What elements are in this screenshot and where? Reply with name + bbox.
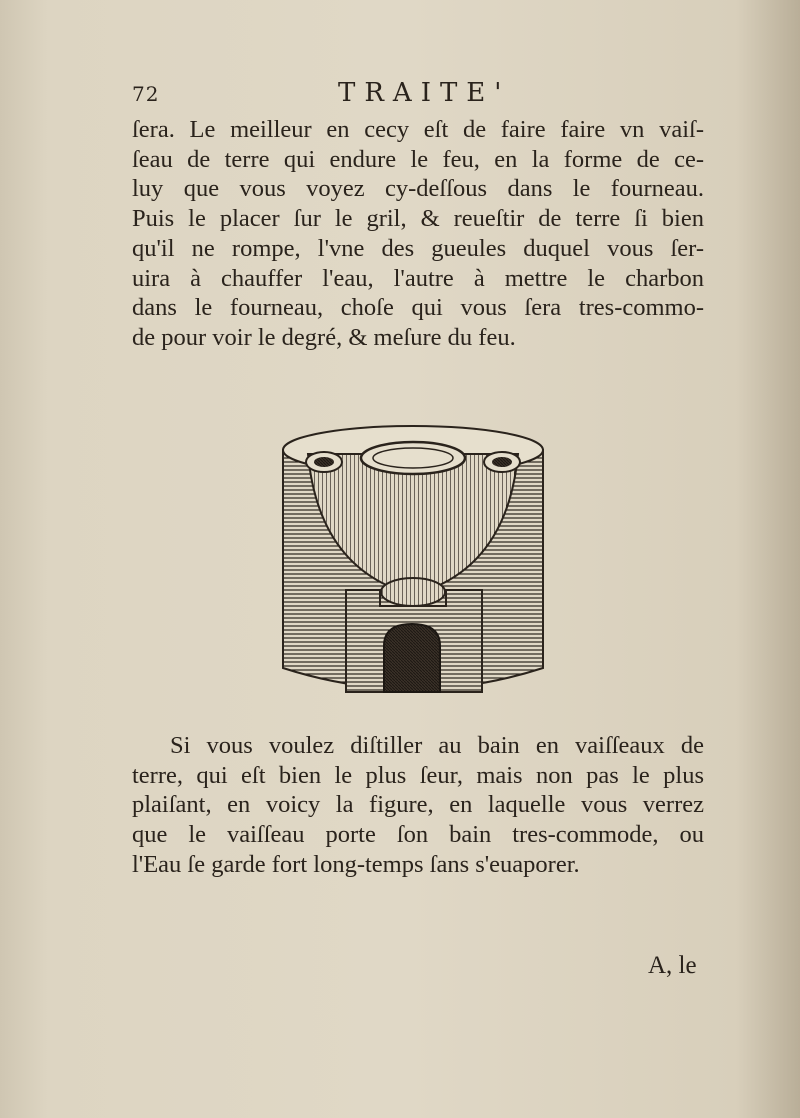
text-line: ſera. Le meilleur en cecy eſt de faire faire vn vaiſ- [132,116,704,143]
text-line: uira à chauffer l'eau, l'autre à mettre le charbon [132,264,704,292]
furnace-woodcut-icon [278,420,548,700]
text-line: de pour voir le degré, & meſure du feu. [132,323,516,351]
text-line: que le vaiſſeau porte ſon bain tres-commode, ou [132,821,704,849]
text-line: terre, qui eſt bien le plus ſeur, mais non pas le plus [132,761,704,789]
text-line: luy que vous voyez cy-deſſous dans le fourneau. [132,175,704,203]
text-line: qu'il ne rompe, l'vne des gueules duquel vous ſer- [132,234,704,262]
text-line: Si vous voulez diſtiller au bain en vaiſſeaux de [170,732,704,759]
page-number: 72 [132,82,160,106]
running-title: TRAITE' [338,78,511,108]
text-line: plaiſant, en voicy la figure, en laquelle vous verrez [132,791,704,819]
text-line: l'Eau ſe garde fort long-temps ſans s'euaporer. [132,850,580,878]
text-line: ſeau de terre qui endure le feu, en la forme de ce- [132,145,704,173]
paragraph-2 [132,731,704,880]
text-line: dans le fourneau, choſe qui vous ſera tres-commo- [132,294,704,322]
text-line: Puis le placer ſur le gril, & reueſtir de terre ſi bien [132,205,704,233]
paragraph-1 [132,115,704,353]
catchword: A, le [648,952,697,979]
page-header [132,78,692,112]
